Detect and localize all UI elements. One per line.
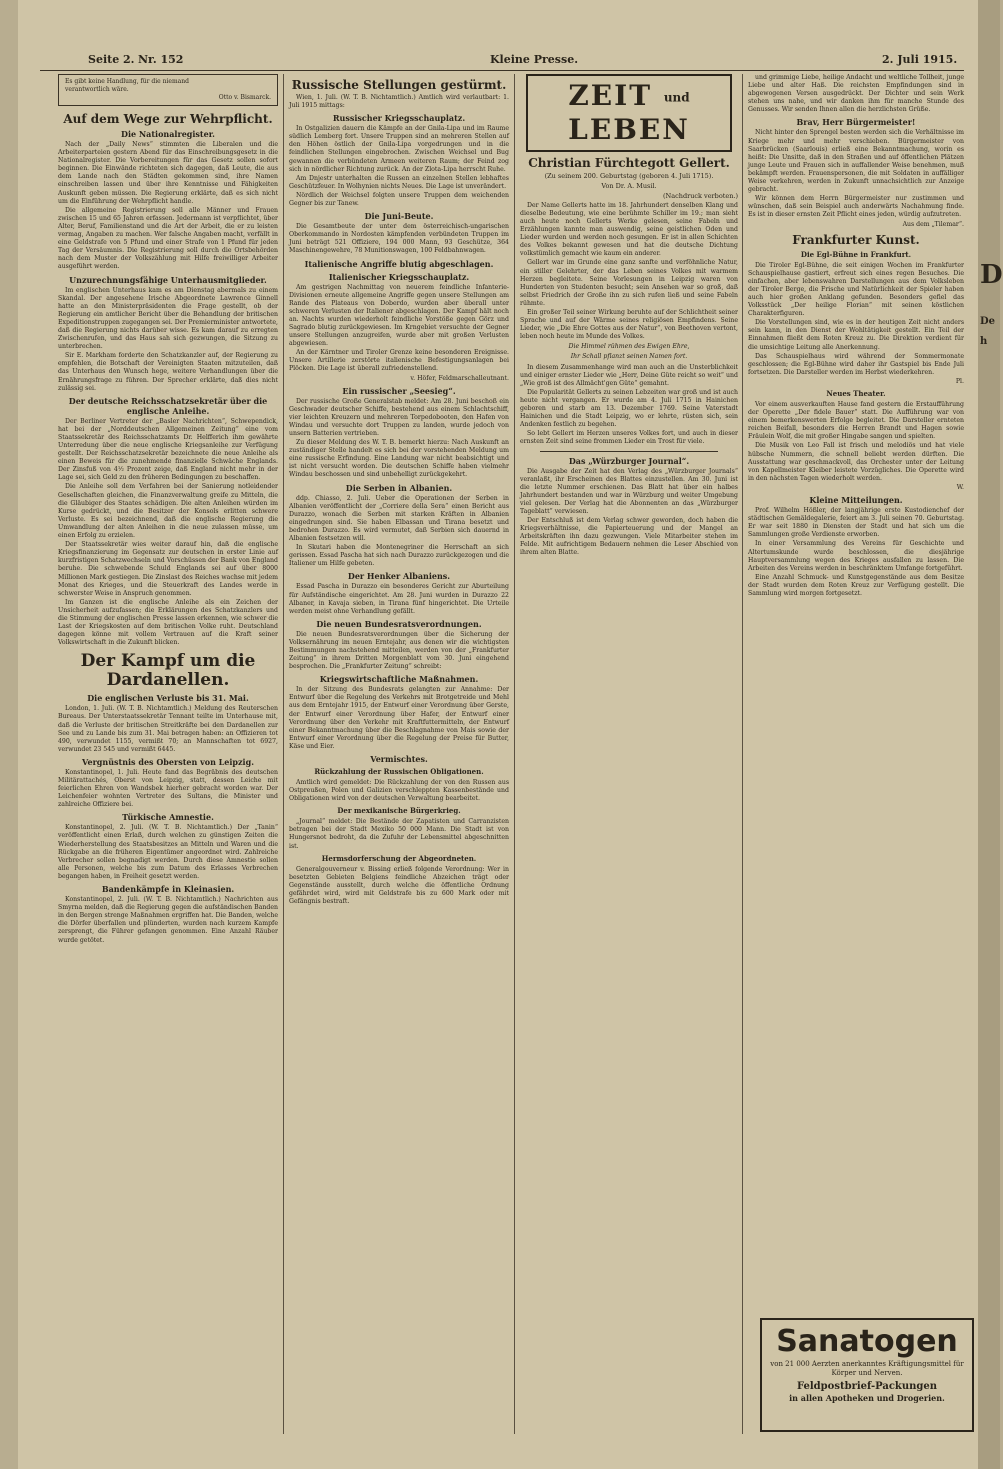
subheadline: Ein russischer „Seesieg“. [342,385,456,396]
column-rule [742,74,743,1434]
headline: Frankfurter Kunst. [792,232,920,247]
masthead-title: Kleine Presse. [490,53,579,66]
article-paragraph: Im Ganzen ist die englische Anleihe als ein Zeichen der Unsicherheit aufzufassen; die Erklärungen des Schatzkanzlers und die Stimmung der englischen Presse lassen erkennen, wie schwer die Last der Kriegskosten auf dem britischen Volke ruht. Deutschland dagegen könne mit vollem Vertrauen auf die Kraft seiner Volkswirtschaft in die Zukunft blicken. [58,598,278,647]
subheadline: Die Serben in Albanien. [345,482,453,493]
poem-line: Ihr Schall pflanzt seinen Namen fort. [570,353,688,361]
adjacent-page-edge [978,0,1003,1469]
headline: Russische Stellungen gestürmt. [291,78,507,92]
subheadline: Die Nationalregister. [121,129,215,139]
article-paragraph: Im englischen Unterhaus kam es am Dienstag abermals zu einem Skandal. Der angesehene Irische Abgeordnete Lawrence Ginnell hatte an den Ministerpräsidenten die Frage gestellt, ob der Regierung ein amtlicher Bericht über die Behandlung der britischen Expeditionstruppen zugegangen sei. Der Premierminister antwortete, daß die Regierung nichts darüber wisse. Es kam darauf zu erregten Zwischenrufen, und das Haus sah sich gezwungen, die Sitzung zu unterbrechen. [58,286,278,351]
article-paragraph: Gellert war im Grunde eine ganz sanfte und verföhnliche Natur, ein stiller Gelehrter, der das Leben seines Volkes mit warmem Herzen begleitete. Seine Vorlesungen in Leipzig waren von Hunderten von Studenten besucht; sein Ansehen war so groß, daß selbst Friedrich der Große ihn zu sich rufen ließ und seine Fabeln rühmte. [520,259,738,307]
subheadline: Die englischen Verluste bis 31. Mai. [87,693,249,704]
article-paragraph: Amtlich wird gemeldet: Die Rückzahlung der von den Russen aus Ostpreußen, Polen und Galizien verschleppten Kassenbestände und Obligationen wird von der deutschen Verwaltung bearbeitet. [289,779,509,803]
subheadline: Der deutsche Reichsschatzsekretär über die englische Anleihe. [68,395,268,416]
subheadline: Vermischtes. [370,754,428,764]
article-paragraph: Nicht hinter den Sprengel besten werden sich die Verhältnisse im Kriege mehr und mehr verschieben. Bürgermeister von Saarbrücken (Saarlouis) erließ eine Bekanntmachung, worin es heißt: Die Unsitte, daß in den Straßen und auf öffentlichen Plätzen junge Leute und Frauen sich in auffallender Weise benehmen, muß bekämpft werden. Frauenspersonen, die mit Soldaten in auffälliger Weise verkehren, werden in Zukunft unnachsichtlich zur Anzeige gebracht. [748,129,964,194]
motto-text: Es gibt keine Handlung, für die niemand [65,78,189,85]
article-paragraph: Nördlich der Weichsel folgten unsere Truppen dem weichenden Gegner bis zur Tanew. [289,191,509,208]
article-paragraph: Die Tiroler Egl-Bühne, die seit einigen Wochen im Frankfurter Schauspielhause gastiert, erfreut sich eines regen Besuches. Die einfachen, aber lebenswahren Darstellungen aus dem Volksleben der Tiroler Berge, die Frische und Natürlichkeit der Spieler haben auch hier großen Anklang gefunden. Besonders gefiel das Volksstück „Der heilige Florian“ mit seinen köstlichen Charakterfiguren. [748,261,964,318]
poem-line: Die Himmel rühmen des Ewigen Ehre, [568,343,690,351]
subheadline: Vergnüstnis des Obersten von Leipzig. [82,756,254,767]
article-paragraph: Ein großer Teil seiner Wirkung beruhte auf der Schlichtheit seiner Sprache und auf der Wärme seines religiösen Empfindens. Seine Lieder, wie „Die Ehre Gottes aus der Natur“, von Beethoven vertont, leben noch heute im Munde des Volkes. [520,309,738,341]
article-paragraph: Vor einem ausverkauften Hause fand gestern die Erstaufführung der Operette „Der fidele Bauer“ statt. Die Aufführung war von einem bemerkenswerten Erfolge begleitet. Die Darsteller ernteten reichen Beifall, besonders die Herren Brandt und Hagen sowie Fräulein Wolf, die mit großer Hingabe sangen und spielten. [748,401,964,441]
article-paragraph: Die neuen Bundesratsverordnungen über die Sicherung der Volksernährung im neuen Erntejahr, aus denen wir die wichtigsten Bestimmungen nachstehend mitteilen, werden von der „Frankfurter Zeitung“ in ihrem Dritten Morgenblatt vom 30. Juni eingehend besprochen. Die „Frankfurter Zeitung“ schreibt: [289,630,509,671]
subheadline: Italienischer Kriegsschauplatz. [328,271,470,282]
ad-brand: Sanatogen [776,1324,958,1359]
article-paragraph: Wien, 1. Juli. (W. T. B. Nichtamtlich.) Amtlich wird verlautbart: 1. Juli 1915 mittags: [289,94,509,110]
article-paragraph: Wir können dem Herrn Bürgermeister nur zustimmen und wünschen, daß sein Beispiel auch anderwärts Nachahmung finde. Es ist in dieser ernsten Zeit Pflicht eines jeden, würdig aufzutreten. [748,195,964,219]
subheadline: Der Henker Albaniens. [347,571,451,582]
sanatogen-advertisement [760,1318,974,1432]
subheadline: Unzurechnungsfähige Unterhausmitglieder. [69,274,267,285]
subheadline: Die neuen Bundesratsverordnungen. [316,618,482,629]
page-number: Seite 2. [88,53,135,66]
article-paragraph: und grimmige Liebe, heilige Andacht und weltliche Tollheit, junge Liebe und alter Haß. Die reichsten Empfindungen sind in abgewogenen Versen ausgedrückt. Der Dichter und sein Werk stehen uns nahe, und wir danken ihm für manche Stunde des Genusses. Wir senden Ihnen allen die herzlichsten Grüße. [748,74,964,114]
article-paragraph: Konstantinopel, 1. Juli. Heute fand das Begräbnis des deutschen Militärattachés, Oberst von Leipzig, statt, dessen Leiche mit feierlichen Ehren von Wandsbek hierher gebracht worden war. Der Leichenfeier wohnten Vertreter des Sultans, die Minister und zahlreiche Offiziere bei. [58,768,278,809]
column-rule [514,74,515,1434]
signature: v. Höfer, Feldmarschalleutnant. [410,374,509,382]
article-paragraph: Essad Pascha in Durazzo ein besonderes Gericht zur Aburteilung für Aufständische eingerichtet. Am 28. Juni wurden in Durazzo 22 Albaner, in Kavaja sieben, in Tirana fünf hingerichtet. Die Urteile werden meist ohne Verhandlung gefällt. [289,583,509,615]
article-paragraph: Generalgouverneur v. Bissing erließ folgende Verordnung: Wer in besetzten Gebieten Belgiens feindliche Abzeichen trägt oder Gegenstände ausstellt, durch welche die öffentliche Ordnung gefährdet wird, wird mit Geldstrafe bis zu 600 Mark oder mit Gefängnis bestraft. [289,865,509,906]
ad-tagline: von 21 000 Aerzten anerkanntes Kräftigungsmittel für Körper und Nerven. [770,1360,964,1377]
subheadline: Hermsdorferschung der Abgeordneten. [321,853,477,863]
headline: Der Kampf um die Dardanellen. [80,651,256,691]
signature: Pl. [955,377,964,385]
headline: Christian Fürchtegott Gellert. [528,155,730,170]
signature: Aus dem „Tilemar“. [902,220,964,228]
article-paragraph: Die Ausgabe der Zeit hat den Verlag des „Würzburger Journals“ veranlaßt, ihr Erscheinen des Blattes einzustellen. Am 30. Juni ist die letzte Nummer erschienen. Das Blatt hat über ein halbes Jahrhundert bestanden und war in Würzburg und weiter Umgebung viel gelesen. Der Verlag hat die Abonnenten an das „Würzburger Tageblatt“ verwiesen. [520,467,738,515]
article-paragraph: Der Name Gellerts hatte im 18. Jahrhundert denselben Klang und dieselbe Bedeutung, wie eine berühmte Schiller im 19.; man sieht auch heute noch Gellerts Werke gelesen, seine Fabeln und Erzählungen kannte man auswendig, seine geistlichen Oden und Lieder wurden und werden noch gesungen. Er ist in allen Schichten des Volkes bekannt gewesen und hat die deutsche Dichtung volkstümlich gemacht wie kaum ein anderer. [520,201,738,258]
article-paragraph: Zu dieser Meldung des W. T. B. bemerkt hierzu: Nach Auskunft an zuständiger Stelle handelt es sich bei der vorstehenden Meldung um eine russische Erfindung. Eine Landung war nicht beabsichtigt und ist nicht versucht worden. Die deutschen Schiffe haben vielmehr Windau beschossen und sind unbehelligt zurückgekehrt. [289,439,509,479]
article-paragraph: ddp. Chiasso, 2. Juli. Ueber die Operationen der Serben in Albanien veröffentlicht der „Corriere della Sera“ einen Bericht aus Durazzo, wonach die Serben mit starken Kräften in Albanien eingedrungen sind. Sie haben Elbassan und Tirana besetzt und bedrohen Durazzo. Es wird vermutet, daß Serbien sich dauernd in Albanien festsetzen will. [289,494,509,543]
author: Von Dr. A. Musil. [601,181,657,190]
section-banner [526,74,732,152]
article-paragraph: In Ostgalizien dauern die Kämpfe an der Gnila-Lipa und im Raume südlich Lemberg fort. Unsere Truppen sind an mehreren Stellen auf den Höhen östlich der Gnila-Lipa vorgedrungen und in die feindlichen Stellungen eingebrochen. Zwischen Weichsel und Bug gewannen die verbündeten Armeen weiteren Raum; der Feind zog sich in nördlicher Richtung zurück. An der Zlota-Lipa herrscht Ruhe. [289,125,509,173]
article-paragraph: Der Entschluß ist dem Verlag schwer geworden, doch haben die Kriegsverhältnisse, die Papierteuerung und der Mangel an Arbeitskräften ihn dazu gezwungen. Viele Mitarbeiter stehen im Felde. Mit aufrichtigem Bedauern nehmen die Leser Abschied von ihrem alten Blatte. [520,517,738,557]
article-paragraph: In der Sitzung des Bundesrats gelangten zur Annahme: Der Entwurf über die Regelung des Verkehrs mit Brotgetreide und Mehl aus dem Erntejahr 1915, der Entwurf einer Verordnung über Gerste, der Entwurf einer Verordnung über Hafer, der Entwurf einer Verordnung über den Verkehr mit Kraftfuttermitteln, der Entwurf einer Bekanntmachung über die Beschlagnahme von Mais sowie der Entwurf einer Verordnung über die Regelung der Preise für Butter, Käse und Eier. [289,686,509,750]
article-paragraph: In Skutari haben die Montenegriner die Herrschaft an sich gerissen. Essad Pascha hat sich nach Durazzo zurückgezogen und die Italiener um Hilfe gebeten. [289,544,509,568]
article-paragraph: Konstantinopel, 2. Juli. (W. T. B. Nichtamtlich.) Nachrichten aus Smyrna melden, daß die Regierung gegen die aufständischen Banden in den Bergen strenge Maßnahmen ergriffen hat. Die Banden, welche die Dörfer überfallen und plünderten, wurden nach kurzem Kampfe zersprengt, die Führer gefangen genommen. Eine Anzahl Räuber wurde getötet. [58,896,278,944]
subheadline: Russischer Kriegsschauplatz. [332,113,466,124]
banner-word: ZEIT [568,79,653,112]
article-paragraph: „Journal“ meldet: Die Bestände der Zapatisten und Carranzisten betragen bei der Stadt Mexiko 50 000 Mann. Die Stadt ist von Hungersnot bedroht, da die Zufuhr der Lebensmittel abgeschnitten ist. [289,818,509,850]
subheadline: Bandenkämpfe in Kleinasien. [101,884,235,895]
ad-availability: in allen Apotheken und Drogerien. [789,1393,945,1403]
article-paragraph: In einer Versammlung des Vereins für Geschichte und Altertumskunde wurde beschlossen, die diesjährige Hauptversammlung wegen des Krieges ausfallen zu lassen. Die Arbeiten des Vereins werden in beschränktem Umfange fortgeführt. [748,540,964,572]
article-paragraph: Nach der „Daily News“ stimmten die Liberalen und die Arbeiterparteien gestern Abend für das Einschreibungsgesetz in die Nationalregister. Die Vorbereitungen für das Gesetz sollen sofort beginnen. Die Einwände richteten sich dagegen, daß Leute, die aus dem Lande nach den Städten gekommen sind, ihre Namen einschreiben lassen und über ihre Kenntnisse und Fähigkeiten Auskunft geben müssen. Die Regierung erklärte, daß es sich nicht um die Einführung der Wehrpflicht handle. [58,141,278,205]
article-paragraph: Der russische Große Generalstab meldet: Am 28. Juni beschoß ein Geschwader deutscher Schiffe, bestehend aus einem Schlachtschiff, vier leichten Kreuzern und mehreren Torpedobooten, den Hafen von Windau und versuchte dort Truppen zu landen, wurde jedoch von unsern Batterien vertrieben. [289,397,509,437]
subheadline: Die Egl-Bühne in Frankfurt. [800,249,912,259]
article-paragraph: Am Dnjestr unterhalten die Russen an einzelnen Stellen lebhaftes Geschützfeuer. In Wolhynien nichts Neues. Die Lage ist unverändert. [289,174,509,190]
edge-letter: h [980,336,988,347]
ad-product: Feldpostbrief-Packungen [796,1381,938,1392]
article-paragraph: Der Staatssekretär wies weiter darauf hin, daß die englische Kriegsfinanzierung im Gegensatz zur deutschen in erster Linie auf kurzfristigen Schatzwechseln und Vorschüssen der Bank von England beruhe. Die schwebende Schuld Englands sei auf über 8000 Millionen Mark gestiegen. Die Zinslast des Reiches wachse mit jedem Monat des Krieges, und die Steuerkraft des Landes werde in schwerster Weise in Anspruch genommen. [58,541,278,597]
copyright-note: (Nachdruck verboten.) [663,191,738,200]
column-4 [748,74,964,599]
banner-word: LEBEN [568,112,690,146]
issue-number: Nr. 152 [138,53,184,66]
byline: (Zu seinem 200. Geburtstag (geboren 4. Juli 1715). [544,171,714,180]
column-2 [289,74,509,907]
article-paragraph: Die Anleihe soll dem Verfahren bei der Sanierung notleidender Gesellschaften gleichen, die Finanzverwaltung greife zu Mitteln, die die Gläubiger des Staates schädigen. Die alten Anleihen würden im Kurse gedrückt, und die Besitzer der Konsols erlitten schwere Verluste. Es sei bezeichnend, daß die englische Regierung die Umwandlung der alten Anleihen in die neue zulassen müsse, um einen Erfolg zu erzielen. [58,483,278,540]
subheadline: Brav, Herr Bürgermeister! [796,117,916,128]
article-paragraph: Am gestrigen Nachmittag von neuerem feindliche Infanterie-Divisionen erneute allgemeine Angriffe gegen unsere Stellungen am Rande des Plateaus von Doberdo, wurden aber überall unter schweren Verlusten der Italiener abgeschlagen. Der Kampf hält noch an. Nachts wurden wiederholt feindliche Vorstöße gegen Görz und Sagrado blutig zurückgewiesen. Im Krngebiet versuchte der Gegner unsere Stellungen anzugreifen, wurde aber mit großen Verlusten abgewiesen. [289,283,509,348]
article-paragraph: An der Kärntner und Tiroler Grenze keine besonderen Ereignisse. Unsere Artillerie zerstörte italienische Befestigungsanlagen bei Plöcken. Die Lage ist überall zufriedenstellend. [289,349,509,373]
column-1 [58,74,278,946]
article-paragraph: London, 1. Juli. (W. T. B. Nichtamtlich.) Meldung des Reuterschen Bureaus. Der Unterstaatssekretär Tennant teilte im Unterhause mit, daß die Verluste der britischen Streitkräfte bei den Dardanellen zur See und zu Lande bis zum 31. Mai betragen haben: an Offizieren tot 490, verwundet 1155, vermißt 70; an Mannschaften tot 6927, verwundet 23 545 und vermißt 6445. [58,705,278,753]
article-paragraph: Die Vorstellungen sind, wie es in der heutigen Zeit nicht anders sein kann, in den Dienst der Wohltätigkeit gestellt. Ein Teil der Einnahmen fließt dem Roten Kreuz zu. Die Direktion verdient für die umsichtige Leitung alle Anerkennung. [748,319,964,351]
article-paragraph: Die Musik von Leo Fall ist frisch und melodiös und hat viele hübsche Nummern, die schnell beliebt werden dürften. Die Ausstattung war geschmackvoll, das Orchester unter der Leitung von Kapellmeister Kleiber leistete Vorzügliches. Die Operette wird in den nächsten Tagen wiederholt werden. [748,442,964,482]
article-paragraph: Sir E. Markham forderte den Schatzkanzler auf, der Regierung zu empfehlen, die Botschaft der Vereinigten Staaten mitzuteilen, daß das Unterhaus den Wunsch hege, weitere Verhandlungen über die Ernährungsfrage zu führen. Der Sprecher erklärte, daß dies nicht zulässig sei. [58,352,278,392]
subheadline: Türkische Amnestie. [122,812,214,823]
signature: W. [956,483,964,491]
divider [540,451,718,452]
subheadline: Das „Würzburger Journal“. [568,455,690,466]
column-rule [283,74,284,1434]
article-paragraph: Der Berliner Vertreter der „Basler Nachrichten“, Schwependick, hat bei der „Norddeutschen Allgemeinen Zeitung“ eine vom Staatssekretär des Reichsschatzamts Dr. Helfferich ihm gewährte Unterredung über die neue englische Kriegsanleihe zur Verfügung gestellt. Der Reichsschatzsekretär bezeichnete die neue Anleihe als einen Beweis für die zunehmende finanzielle Schwäche Englands. Der Zinsfuß von 4½ Prozent zeige, daß England nicht mehr in der Lage sei, sich Geld zu den früheren Bedingungen zu beschaffen. [58,417,278,482]
headline: Auf dem Wege zur Wehrpflicht. [63,112,273,126]
article-paragraph: So lebt Gellert im Herzen unseres Volkes fort, und auch in dieser ernsten Zeit sind seine frommen Lieder ein Trost für viele. [520,430,738,446]
page-header [40,50,964,71]
subheadline: Kriegswirtschaftliche Maßnahmen. [319,674,479,685]
subheadline: Neues Theater. [826,389,886,398]
issue-date: 2. Juli 1915. [882,53,958,66]
article-paragraph: In diesem Zusammenhange wird man auch an die Unsterblichkeit und einiger ernster Lieder wie „Herr, Deine Güte reicht so weit“ und „Wie groß ist des Allmächt'gen Güte“ gemahnt. [520,363,738,387]
article-paragraph: Das Schauspielhaus wird während der Sommermonate geschlossen; die Egl-Bühne wird daher ihr Gastspiel bis Ende Juli fortsetzen. Die Darsteller werden im Herbst wiederkehren. [748,352,964,376]
motto-text: verantwortlich wäre. [65,86,129,93]
motto-box [58,74,278,106]
article-paragraph: Prof. Wilhelm Hößler, der langjährige erste Kustodienchef der städtischen Gemäldegalerie, feiert am 3. Juli seinen 70. Geburtstag. Er war seit 1880 in Diensten der Stadt und hat sich um die Sammlungen große Verdienste erworben. [748,507,964,539]
subheadline: Italienische Angriffe blutig abgeschlagen. [304,258,494,269]
article-paragraph: Eine Anzahl Schmuck- und Kunstgegenstände aus dem Besitze der Stadt wurden dem Roten Kreuz zur Verfügung gestellt. Die Sammlung wird morgen fortgesetzt. [748,573,964,597]
article-paragraph: Konstantinopel, 2. Juli. (W. T. B. Nichtamtlich.) Der „Tanin“ veröffentlicht einen Erlaß, durch welchen zu günstigen Zeiten die Wiederherstellung des Staatsbesitzes an Mitteln und Waren und die Rückgabe an die früheren Eigentümer angeordnet wird. Zahlreiche Verbrecher sollen begnadigt werden. Durch diese Amnestie sollen alle Personen, welche bis zum Datum des Erlasses Verbrechen begangen haben, in Freiheit gesetzt werden. [58,824,278,880]
subheadline: Kleine Mitteilungen. [809,495,903,506]
edge-letter: D [980,260,1003,290]
motto-signature: Otto v. Bismarck. [218,94,271,101]
article-paragraph: Die Gesamtbeute der unter dem österreichisch-ungarischen Oberkommando in Nordosten kämpfenden verbündeten Truppen im Juni beträgt 521 Offiziere, 194 000 Mann, 93 Geschütze, 364 Maschinengewehre, 78 Munitionswagen, 100 Feldbahnwagen. [289,223,509,255]
subheadline: Der mexikanische Bürgerkrieg. [337,806,461,816]
article-paragraph: Die allgemeine Registrierung soll alle Männer und Frauen zwischen 15 und 65 Jahren erfassen. Jedermann ist verpflichtet, über Alter, Beruf, Familienstand und die Art der Arbeit, die er zu leisten vermag, Angaben zu machen. Wer falsche Angaben macht, verfällt in eine Geldstrafe von 5 Pfund und einer Strafe von 1 Pfund für jeden Tag der Versäumnis. Die Registrierung soll durch die Ortsbehörden nach dem Muster der Volkszählung mit Hilfe freiwilliger Arbeiter ausgeführt werden. [58,206,278,271]
banner-word: und [663,90,690,105]
column-3 [520,74,738,559]
subheadline: Die Juni-Beute. [364,211,434,222]
subheadline: Rückzahlung der Russischen Obligationen. [314,767,484,776]
article-paragraph: Die Popularität Gellerts zu seinen Lebzeiten war groß und ist auch heute nicht vergangen. Er wurde am 4. Juli 1715 in Hainichen geboren und starb am 13. Dezember 1769. Seine Vaterstadt Hainichen und die Stadt Leipzig, wo er lehrte, rüsten sich, sein Andenken festlich zu begehen. [520,388,738,429]
edge-letter: De [980,316,996,327]
